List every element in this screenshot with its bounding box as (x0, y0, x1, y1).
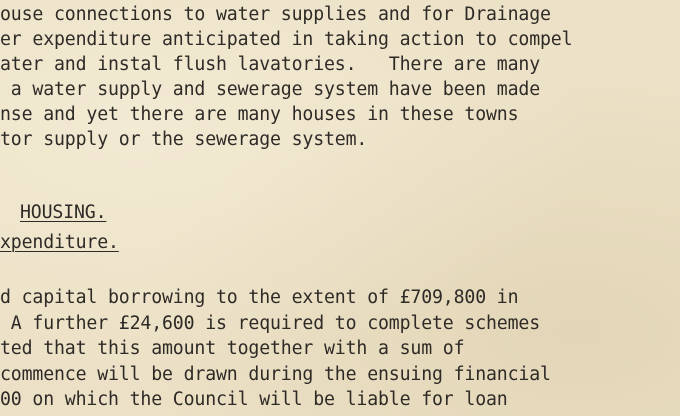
text-line: a water supply and sewerage system have been made (0, 79, 540, 100)
text-line: A further £24,600 is required to complete schemes (0, 313, 540, 334)
text-line: ted that this amount together with a sum of (0, 338, 465, 359)
text-line: er expenditure anticipated in taking action to compel (0, 29, 573, 50)
text-line: commence will be drawn during the ensuing financial (0, 364, 551, 385)
text-line: d capital borrowing to the extent of £709,800 in (0, 287, 519, 308)
text-line: tor supply or the sewerage system. (0, 129, 368, 150)
section-heading: HOUSING. (20, 202, 107, 223)
text-line: ouse connections to water supplies and for Drainage (0, 4, 551, 25)
sub-heading: xpenditure. (0, 232, 119, 253)
text-line: nse and yet there are many houses in these towns (0, 104, 519, 125)
text-line: ater and instal flush lavatories. There are many (0, 54, 540, 75)
text-line: 00 on which the Council will be liable for loan (0, 389, 508, 410)
